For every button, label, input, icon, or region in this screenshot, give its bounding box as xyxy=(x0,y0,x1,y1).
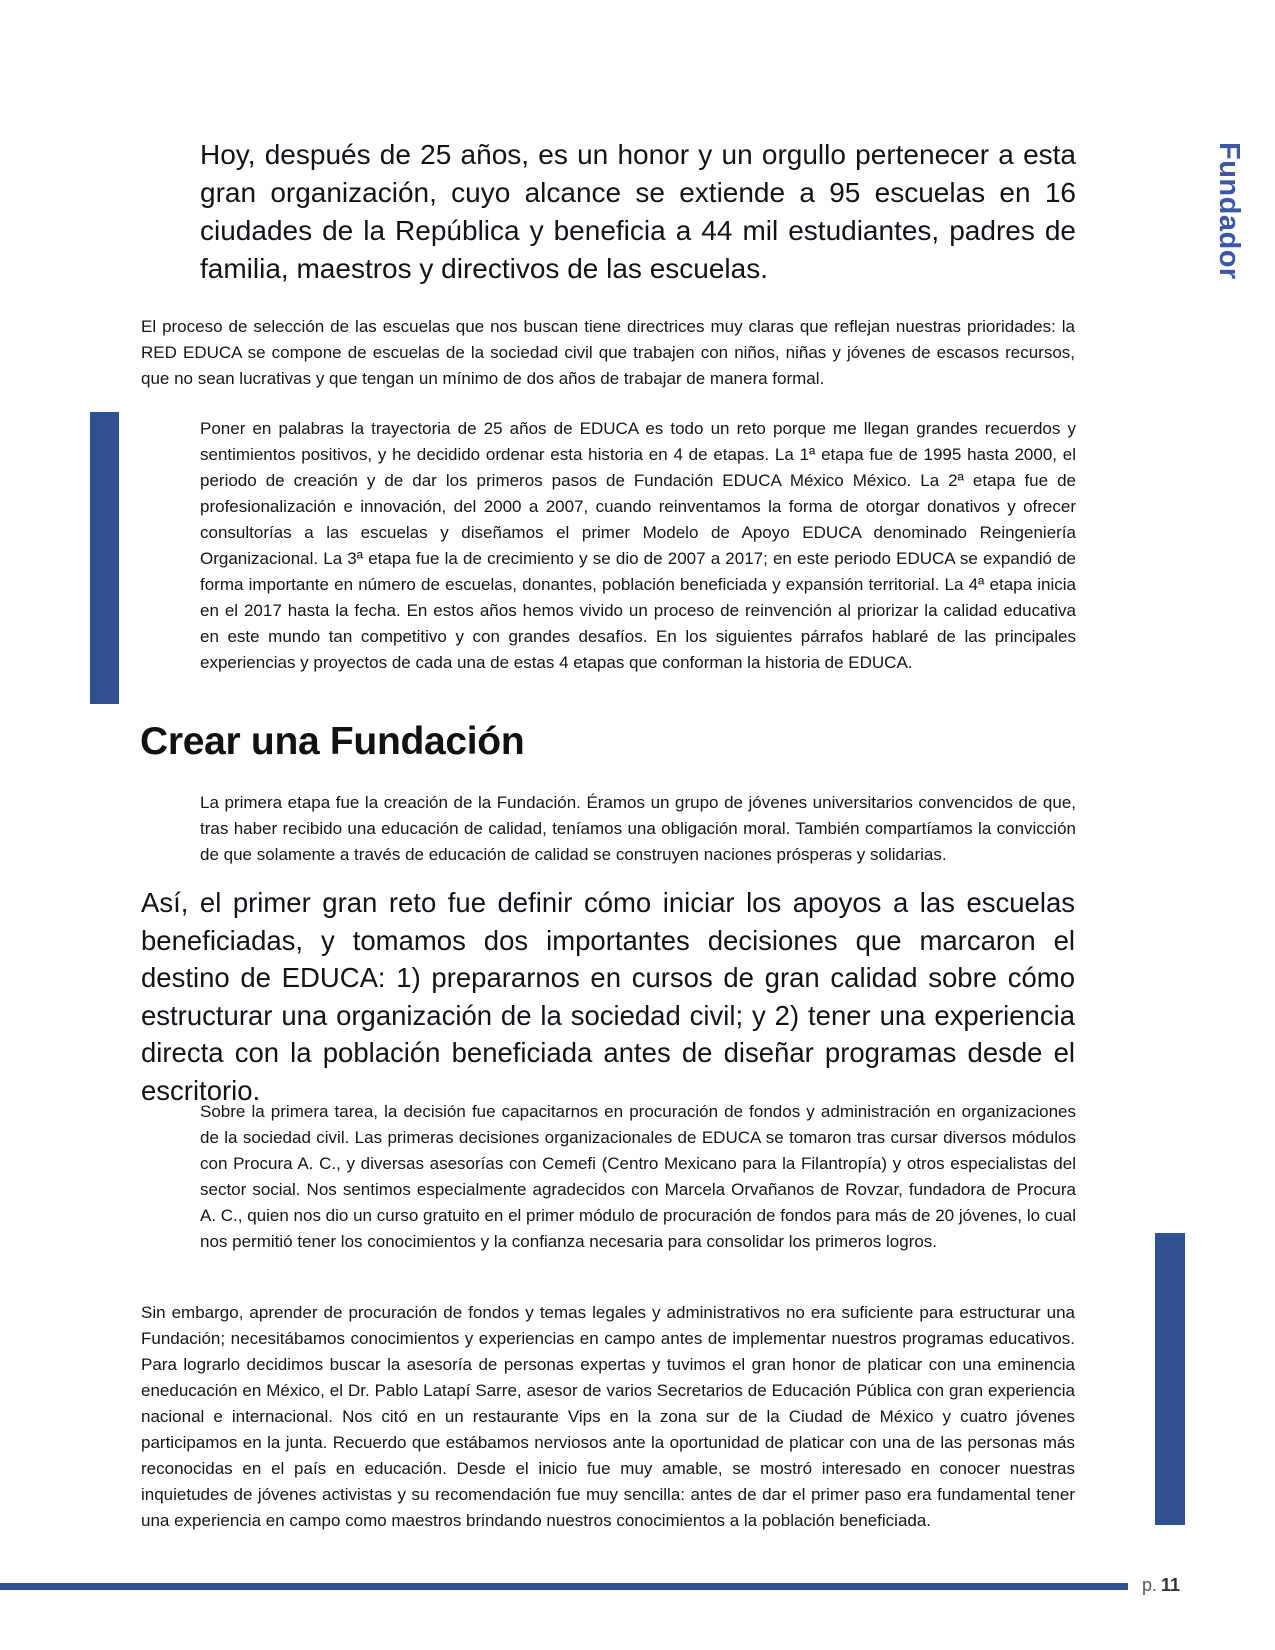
etapas-blockquote: Poner en palabras la trayectoria de 25 años de EDUCA es todo un reto porque me llegan grandes recuerdos y sentimientos positivos, y he decidido ordenar esta historia en 4 de etapas. La 1ª etapa fue de 1995 hasta 2000, el periodo de creación y de dar los primeros pasos de Fundación EDUCA México México. La 2ª etapa fue de profesionalización e innovación, del 2000 a 2007, cuando reinventamos la forma de otorgar donativos y ofrecer consultorías a las escuelas y diseñamos el primer Modelo de Apoyo EDUCA denominado Reingeniería Organizacional. La 3ª etapa fue la de crecimiento y se dio de 2007 a 2017; en este periodo EDUCA se expandió de forma importante en número de escuelas, donantes, población beneficiada y expansión territorial. La 4ª etapa inicia en el 2017 hasta la fecha. En estos años hemos vivido un proceso de reinvención al priorizar la calidad educativa en este mundo tan competitivo y con grandes desafíos. En los siguientes párrafos hablaré de las principales experiencias y proyectos de cada una de estas 4 etapas que conforman la historia de EDUCA. xyxy=(200,419,1076,672)
intro-paragraph: El proceso de selección de las escuelas que nos buscan tiene directrices muy claras que reflejan nuestras prioridades: la RED EDUCA se compone de escuelas de la sociedad civil que trabajen con niños, niñas y jóvenes de escasos recursos, que no sean lucrativas y que tengan un mínimo de dos años de trabajar de manera formal. xyxy=(141,317,1075,388)
footer-rule-bar xyxy=(0,1583,1128,1590)
first-stage-paragraph: La primera etapa fue la creación de la Fundación. Éramos un grupo de jóvenes universitarios convencidos de que, tras haber recibido una educación de calidad, teníamos una obligación moral. También compartíamos la convicción de que solamente a través de educación de calidad se construyen naciones prósperas y solidarias. xyxy=(200,793,1076,864)
pull-quote-reto: Así, el primer gran reto fue definir cómo iniciar los apoyos a las escuelas beneficiadas, y tomamos dos importantes decisiones que marcaron el destino de EDUCA: 1) prepararnos en cursos de gran calidad sobre cómo estructurar una organización de la sociedad civil; y 2) tener una experiencia directa con la población beneficiada antes de diseñar programas desde el escritorio. xyxy=(141,887,1075,1106)
section-heading: Crear una Fundación xyxy=(140,720,525,763)
closing-paragraph: Sin embargo, aprender de procuración de fondos y temas legales y administrativos no era suficiente para estructurar una Fundación; necesitábamos conocimientos y experiencias en campo antes de implementar nuestros programas educativos. Para lograrlo decidimos buscar la asesoría de personas expertas y tuvimos el gran honor de platicar con una eminencia eneducación en México, el Dr. Pablo Latapí Sarre, asesor de varios Secretarios de Educación Pública con gran experiencia nacional e internacional. Nos citó en un restaurante Vips en la zona sur de la Ciudad de México y cuatro jóvenes participamos en la junta. Recuerdo que estábamos nerviosos ante la oportunidad de platicar con una de las personas más reconocidas en el país en educación. Desde el inicio fue muy amable, se mostró interesado en conocer nuestras inquietudes de jóvenes activistas y su recomendación fue muy sencilla: antes de dar el primer paso era fundamental tener una experiencia en campo como maestros brindando nuestros conocimientos a la población beneficiada. xyxy=(141,1303,1075,1530)
chapter-side-label: Fundador xyxy=(1213,142,1245,280)
capacitacion-blockquote: Sobre la primera tarea, la decisión fue capacitarnos en procuración de fondos y administración en organizaciones de la sociedad civil. Las primeras decisiones organizacionales de EDUCA se tomaron tras cursar diversos módulos con Procura A. C., y diversas asesorías con Cemefi (Centro Mexicano para la Filantropía) y otros especialistas del sector social. Nos sentimos especialmente agradecidos con Marcela Orvañanos de Rovzar, fundadora de Procura A. C., quien nos dio un curso gratuito en el primer módulo de procuración de fondos para más de 20 jóvenes, lo cual nos permitió tener los conocimientos y la confianza necesaria para consolidar los primeros logros. xyxy=(200,1102,1077,1251)
page-number-footer xyxy=(1142,1574,1180,1596)
left-accent-bar xyxy=(90,412,119,704)
page-prefix: p. xyxy=(1142,1575,1158,1595)
page-number: 11 xyxy=(1161,1575,1181,1595)
right-accent-bar xyxy=(1155,1233,1185,1525)
pull-quote-top: Hoy, después de 25 años, es un honor y un orgullo pertenecer a esta gran organización, cuyo alcance se extiende a 95 escuelas en 16 ciudades de la República y beneficia a 44 mil estudiantes, padres de familia, maestros y directivos de las escuelas. xyxy=(200,139,1076,284)
